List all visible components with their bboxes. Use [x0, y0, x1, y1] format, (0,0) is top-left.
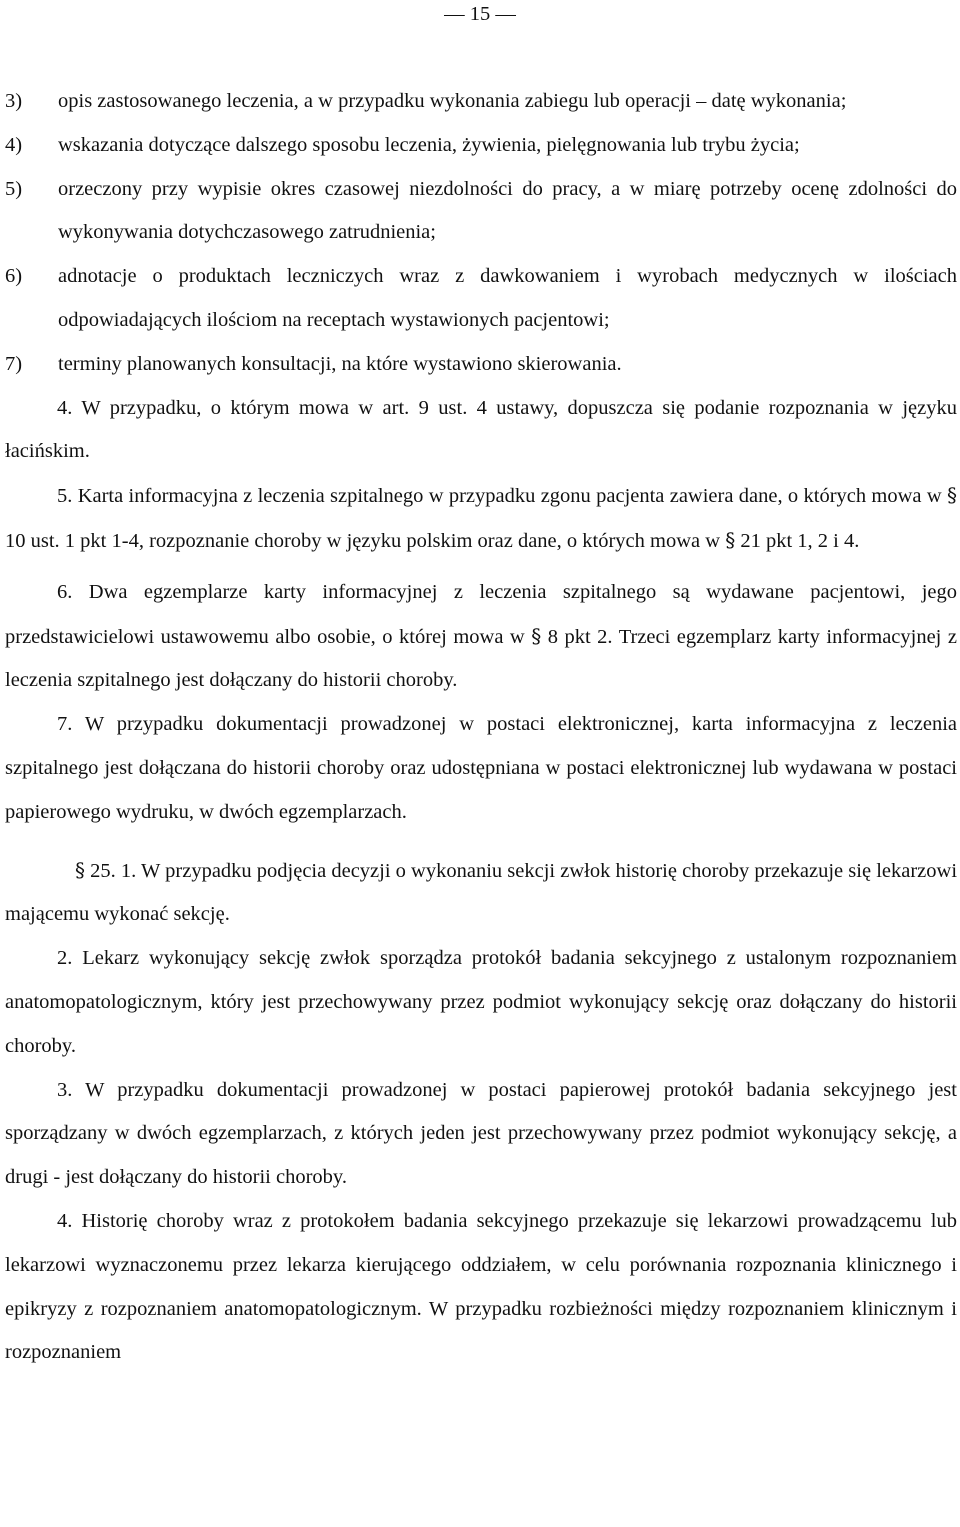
- paragraph-5-part-2: 10 ust. 1 pkt 1-4, rozpoznanie choroby w języku polskim oraz dane, o których mowa w: [5, 529, 726, 552]
- article-25-paragraph-1: [5, 849, 957, 938]
- page-number: — 15 —: [444, 3, 516, 25]
- article-25-paragraph-2: 2. Lekarz wykonujący sekcję zwłok sporządza protokół badania sekcyjnego z ustalonym rozpoznaniem anatomopatologicznym, który jest przechowywany przez podmiot wykonujący sekcję oraz dołączany do historii choroby.: [5, 947, 957, 1057]
- list-item-text: terminy planowanych konsultacji, na które wystawiono skierowania.: [58, 352, 622, 375]
- list-item-7: [5, 343, 957, 387]
- article-25-paragraph-1-text: 25. 1. W przypadku podjęcia decyzji o wykonaniu sekcji zwłok historię choroby przekazuje się lekarzowi mającemu wykonać sekcję.: [5, 859, 958, 926]
- paragraph-5-part-3: 21 pkt 1, 2 i 4.: [735, 529, 860, 552]
- section-sign: §: [531, 623, 542, 648]
- list-item-text: orzeczony przy wypisie okres czasowej niezdolności do pracy, a w miarę potrzeby ocenę zdolności do wykonywania dotychczasowego zatrudnienia;: [58, 177, 957, 244]
- paragraph-5-part-1: 5. Karta informacyjna z leczenia szpitalnego w przypadku zgonu pacjenta zawiera dane, o których mowa w: [57, 485, 947, 508]
- list-item-4: [5, 124, 957, 168]
- paragraph-6-part-2: 8 pkt 2. Trzeci egzemplarz karty informacyjnej z leczenia szpitalnego jest dołączany do historii choroby.: [5, 625, 957, 692]
- list-item-number: 5): [5, 177, 23, 200]
- list-item-5: [5, 168, 957, 256]
- section-sign: §: [947, 483, 957, 508]
- article-25-paragraph-4: 4. Historię choroby wraz z protokołem badania sekcyjnego przekazuje się lekarzowi prowadzącemu lub lekarzowi wyznaczonemu przez lekarza kierującego oddziałem, w celu porównania rozpoznania klinicznego i epikryzy z rozpoznaniem anatomopatologicznym. W przypadku rozbieżności między rozpoznaniem klinicznym i rozpoznaniem: [5, 1209, 957, 1364]
- section-sign: §: [725, 527, 736, 552]
- paragraph-7: 7. W przypadku dokumentacji prowadzonej w postaci elektronicznej, karta informacyjna z leczenia szpitalnego jest dołączana do historii choroby oraz udostępniana w postaci elektronicznej lub wydawana w postaci papierowego wydruku, w dwóch egzemplarzach.: [5, 713, 957, 823]
- list-item-number: 6): [5, 265, 23, 288]
- list-item-text: opis zastosowanego leczenia, a w przypadku wykonania zabiegu lub operacji – datę wykonania;: [58, 90, 847, 112]
- list-item-number: 4): [5, 133, 23, 156]
- document-body: [5, 80, 957, 1375]
- paragraph-5: [5, 474, 957, 564]
- section-sign: §: [75, 857, 85, 882]
- paragraph-4: 4. W przypadku, o którym mowa w art. 9 ust. 4 ustawy, dopuszcza się podanie rozpoznania w języku łacińskim.: [5, 396, 957, 463]
- list-item-text: wskazania dotyczące dalszego sposobu leczenia, żywienia, pielęgnowania lub trybu życia;: [58, 133, 800, 156]
- list-item-number: 3): [5, 90, 23, 112]
- article-25-paragraph-3: 3. W przypadku dokumentacji prowadzonej w postaci papierowej protokół badania sekcyjnego jest sporządzany w dwóch egzemplarzach, z których jeden jest przechowywany przez podmiot wykonujący sekcję, a drugi - jest dołączany do historii choroby.: [5, 1078, 957, 1189]
- list-item-3: [5, 80, 957, 124]
- list-item-number: 7): [5, 352, 23, 375]
- paragraph-6: [5, 571, 957, 703]
- list-item-text: adnotacje o produktach leczniczych wraz z dawkowaniem i wyrobach medycznych w ilościach odpowiadających ilościom na receptach wystawionych pacjentowi;: [58, 265, 957, 331]
- list-item-6: [5, 255, 957, 343]
- paragraph-6-part-1: 6. Dwa egzemplarze karty informacyjnej z leczenia szpitalnego są wydawane pacjentowi, jego przedstawicielowi ustawowemu albo osobie, o której mowa w: [5, 580, 957, 648]
